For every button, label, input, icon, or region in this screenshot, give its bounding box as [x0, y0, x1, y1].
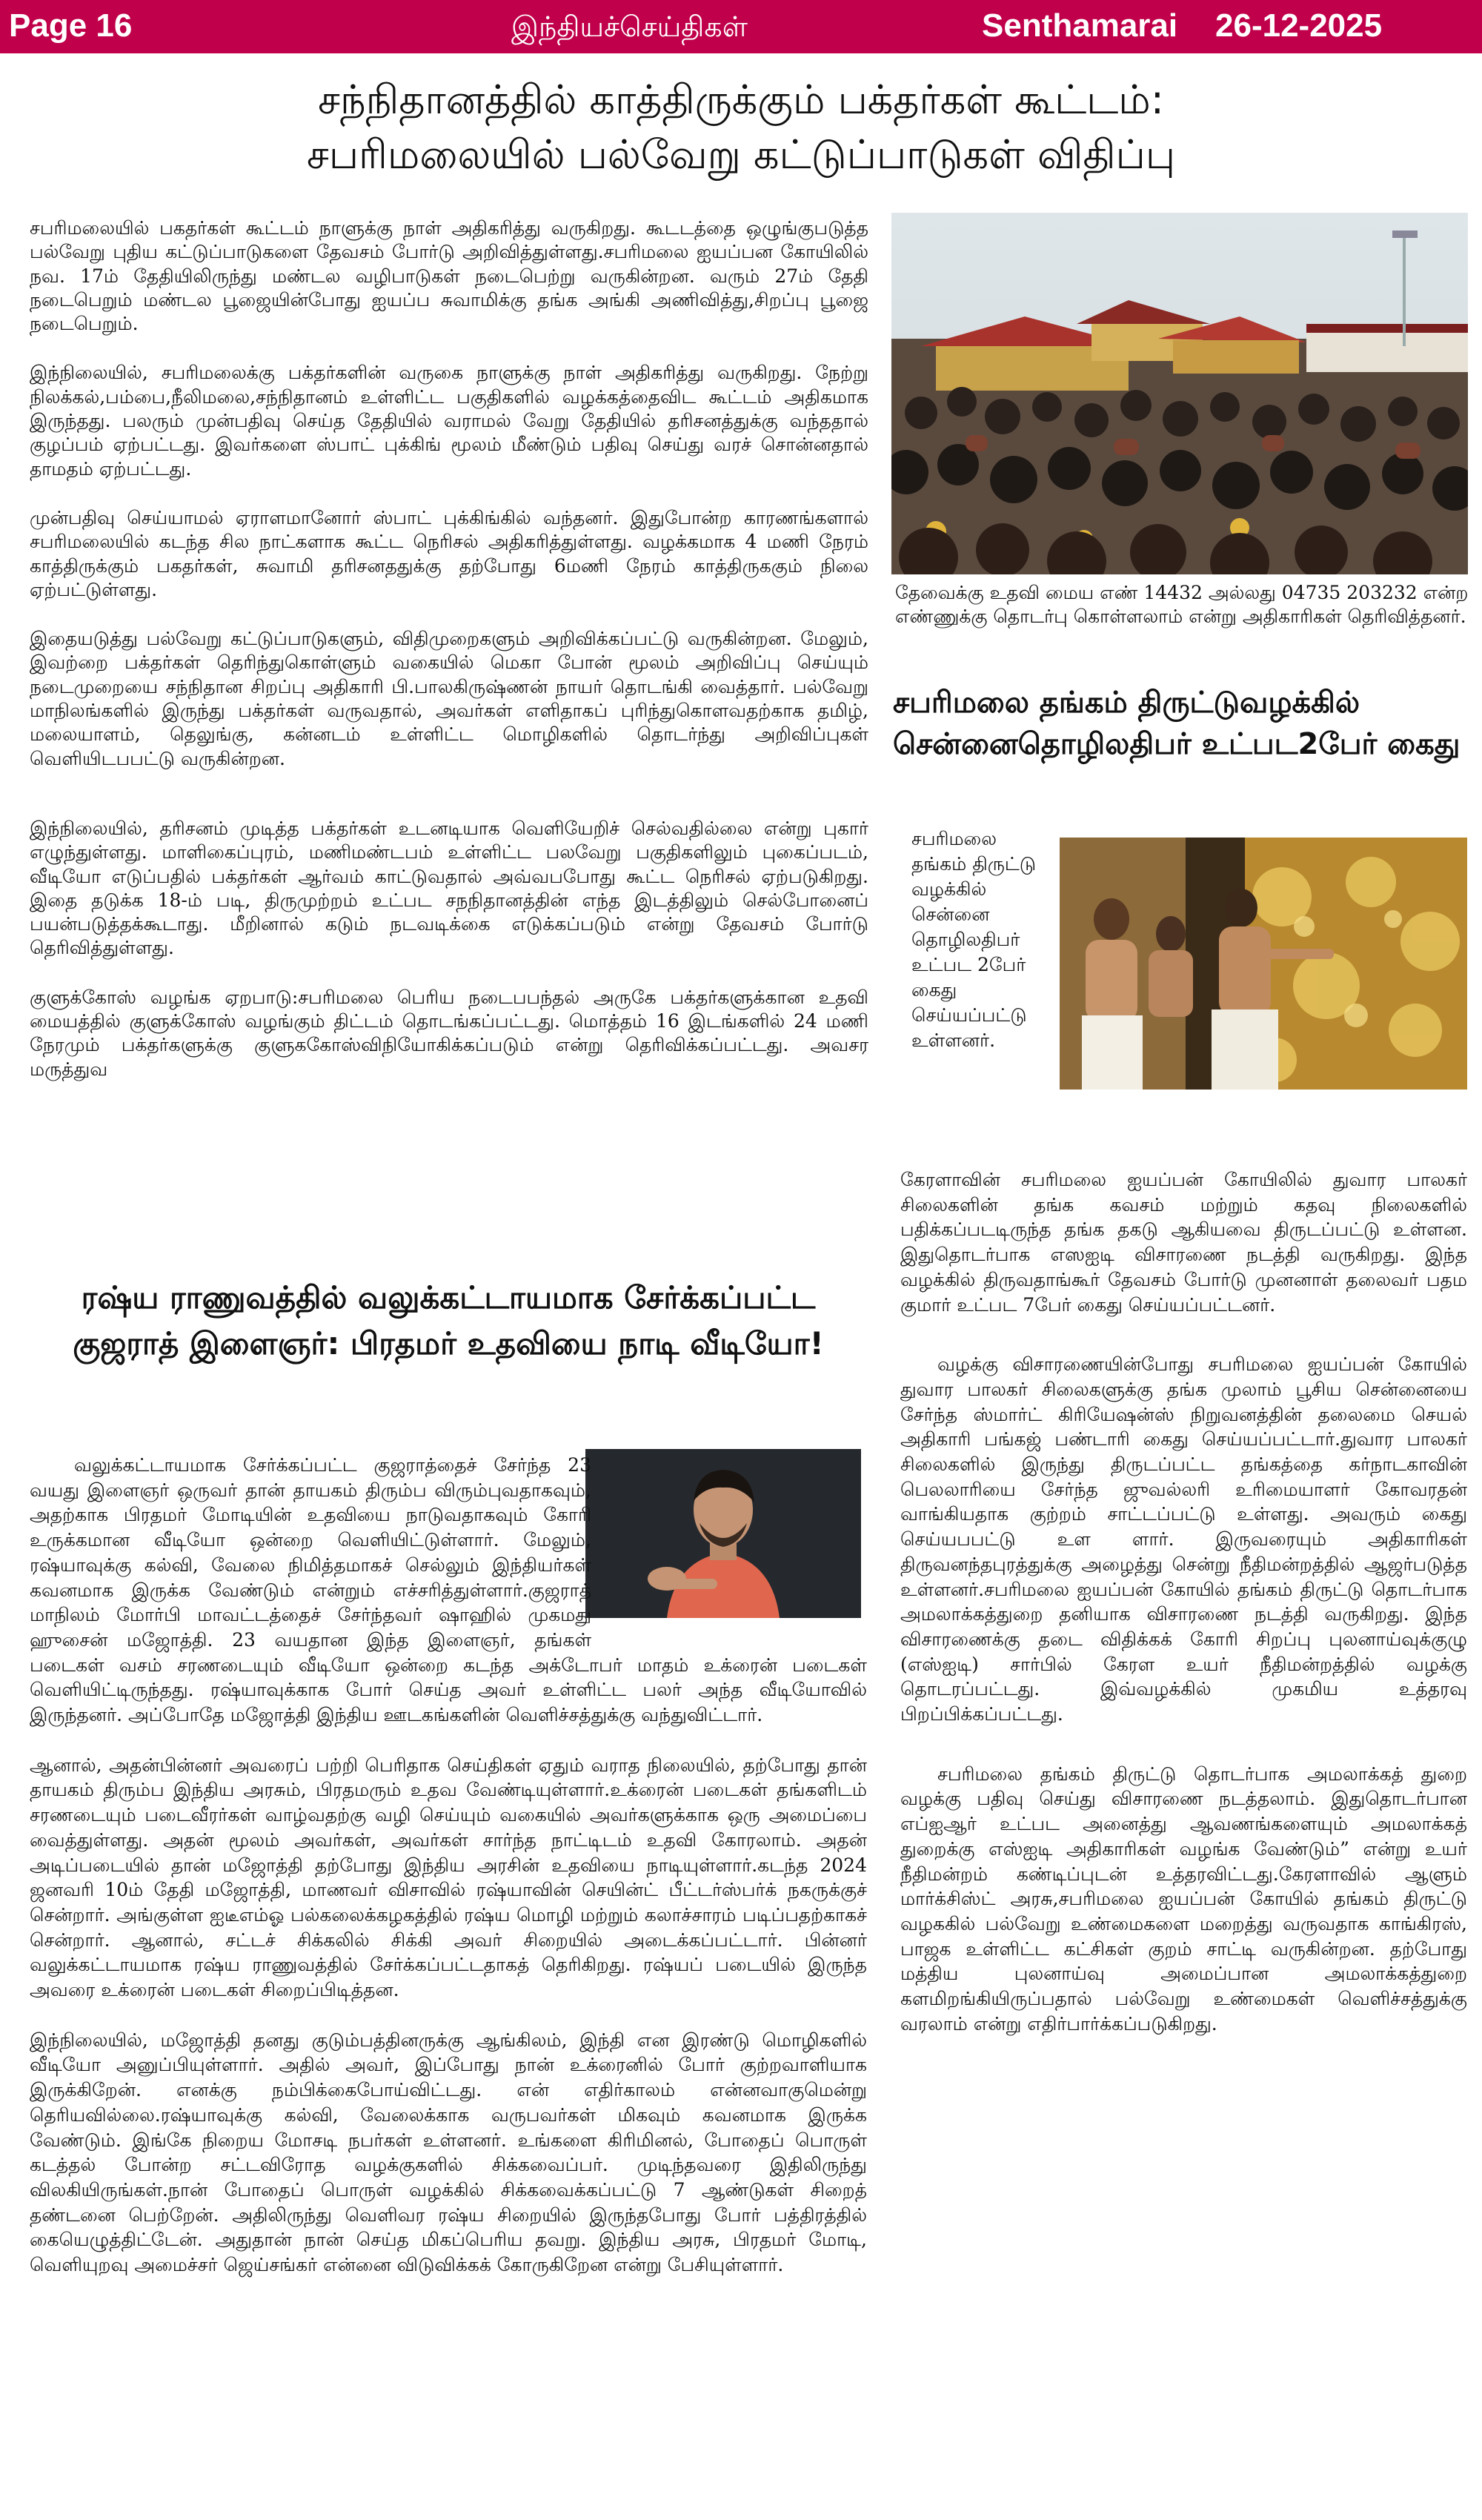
story3-intro [911, 826, 1041, 1053]
story1-body [30, 216, 868, 1081]
story2-paragraph: ஆனால், அதன்பின்னர் அவரைப் பற்றி பெரிதாக செய்திகள் ஏதும் வராத நிலையில், தற்போது தான் தாயகம் திரும்ப இந்திய அரசும், பிரதமரும் உதவ வேண்டியுள்ளார்.உக்ரைன் படைகள் தங்களிடம் சரணடையும் படைவீரர்கள் வாழ்வதற்கு வழி செய்யும் வகையில் அவர்களுக்காக ஒரு அமைப்பை வைத்துள்ளது. அதன் மூலம் அவர்கள், அவர்கள் சார்ந்த நாட்டிடம் உதவி கோரலாம். அதன் அடிப்படையில் தான் மஜோத்தி தற்போது இந்திய அரசின் உதவியை நாடியுள்ளார்.கடந்த 2024 ஜனவரி 10ம் தேதி மஜோத்தி, மாணவர் விசாவில் ரஷ்யாவின் செயின்ட் பீட்டர்ஸ்பர்க் நகருக்குச் சென்றார். அங்குள்ள ஐடீஎம்ஓ பல்கலைக்கழகத்தில் ரஷ்ய மொழி மற்றும் கலாச்சாரம் படிப்பதற்காகச் சென்றார். ஆனால், சட்டச் சிக்கலில் சிக்கி அவர் சிறையில் அடைக்கப்பட்டார். பின்னர் வலுக்கட்டாயமாக ரஷ்ய ராணுவத்தில் சேர்க்கப்பட்டதாகத் தெரிகிறது. ரஷ்யப் படையில் இருந்த அவரை உக்ரைன் படைகள் சிறைப்பிடித்தன. [30, 1754, 867, 2001]
story1-paragraph: இந்நிலையில், தரிசனம் முடித்த பக்தர்கள் உடனடியாக வெளியேறிச் செல்வதில்லை என்று புகார் எழுந்துள்ளது. மாளிகைப்புரம், மணிமண்டபம் உள்ளிட்ட பலவேறு பகுதிகளிலும் புகைப்படம், வீடியோ எடுப்பதில் பக்தர்கள் ஆர்வம் காட்டுவதால் அவ்வபபோது கூட்ட நெரிசல் ஏற்படுகிறது. இதை தடுக்க 18-ம் படி, திருமுற்றம் உட்பட சநநிதானத்தின் எந்த இடத்திலும் செல்போனைப் பயன்படுத்தக்கூடாது. மீறினால் கடும் நடவடிக்கை எடுக்கப்படும் என்று தேவசம் போர்டு தெரிவித்துள்ளது. [30, 817, 868, 959]
story2-headline [30, 1275, 867, 1367]
story3-headline-line2: சென்னைதொழிலதிபர் உட்பட2பேர் கைது [893, 727, 1461, 761]
story2-headline-line2: குஜராத் இளைஞர்: பிரதமர் உதவியை நாடி வீடியோ! [73, 1325, 824, 1362]
section-name: இந்தியச்செய்திகள் [511, 10, 748, 43]
newspaper-name: Senthamarai [982, 7, 1178, 44]
page-number: Page 16 [9, 7, 133, 44]
issue-date: 26-12-2025 [1215, 7, 1383, 44]
story2-paragraph: இந்நிலையில், மஜோத்தி தனது குடும்பத்தினருக்கு ஆங்கிலம், இந்தி என இரண்டு மொழிகளில் வீடியோ அனுப்பியுள்ளார். அதில் அவர், இப்போது நான் உக்ரைனில் போர் குற்றவாளியாக இருக்கிறேன். எனக்கு நம்பிக்கைபோய்விட்டது. என் எதிர்காலம் என்னவாகுமென்று தெரியவில்லை.ரஷ்யாவுக்கு கல்வி, வேலைக்காக வருபவர்கள் மிகவும் கவனமாக இருக்க வேண்டும். இங்கே நிறைய மோசடி நபர்கள் உள்ளனர். உங்களை கிரிமினல், போதைப் பொருள் கடத்தல் போன்ற சட்டவிரோத வழக்குகளில் சிக்கவைப்பர். முடிந்தவரை இதிலிருந்து விலகியிருங்கள்.நான் போதைப் பொருள் வழக்கில் சிக்கவைக்கப்பட்டு 7 ஆண்டுகள் சிறைத் தண்டனை பெற்றேன். அதிலிருந்து வெளிவர ரஷ்ய சிறையில் இருந்தபோது போர் பத்திரத்தில் கையெழுத்திட்டேன். அதுதான் நான் செய்த மிகப்பெரிய தவறு. இந்திய அரசு, பிரதமர் மோடி, வெளியுறவு அமைச்சர் ஜெய்சங்கர் என்னை விடுவிக்கக் கோருகிறேன என்று பேசியுள்ளார். [30, 2029, 867, 2276]
story3-intro-text: சபரிமலை தங்கம் திருட்டு வழக்கில் சென்னை தொழிலதிபர் உட்பட 2பேர் கைது செய்யப்பட்டு உள்ளனர். [911, 828, 1037, 1051]
main-headline-line2: சபரிமலையில் பல்வேறு கட்டுப்பாடுகள் விதிப்பு [306, 131, 1176, 178]
story1-paragraph: குளுக்கோஸ் வழங்க ஏறபாடு:சபரிமலை பெரிய நடைபபந்தல் அருகே பக்தர்களுக்கான உதவி மையத்தில் குளுக்கோஸ் வழங்கும் திட்டம் தொடங்கப்பட்டது. மொத்தம் 16 இடங்களில் 24 மணி நேரமும் பக்தர்களுக்கு குளுககோஸ்விநியோகிக்கப்படும் என்று தெரிவிக்கப்பட்டது. அவசர மருத்துவ [30, 986, 868, 1080]
helpline-caption [895, 581, 1470, 629]
story3-paragraph: வழக்கு விசாரணையின்போது சபரிமலை ஐயப்பன் கோயில் துவார பாலகர் சிலைகளுக்கு தங்க முலாம் பூசிய சென்னையை சேர்ந்த ஸ்மார்ட் கிரியேஷன்ஸ் நிறுவனத்தின் தலைமை செயல் அதிகாரி பங்கஜ் பண்டாரி கைது செய்யப்பட்டார்.துவார பாலகர் சிலைகளில் இருந்து திருடப்பட்ட தங்கத்தை கர்நாடகாவின் பெலலாரியை சேர்ந்த ஜுவல்லரி உரிமையாளர் கோவரதன் வாங்கியதாக குற்றம் சாட்டப்பட்டு உள்ளது. அவரும் கைது செய்யபபட்டு உள ளார். இருவரையும் அதிகாரிகள் திருவனந்தபுரத்துக்கு அழைத்து சென்று நீதிமன்றத்தில் ஆஜர்படுத்த உள்ளனர்.சபரிமலை ஐயப்பன் கோயில் தங்கம் திருட்டு தொடர்பாக அமலாக்கத்துறை தனியாக விசாரணை நடத்தி வருகிறது. இந்த விசாரணைக்கு தடை விதிக்கக் கோரி சிறப்பு புலனாய்வுக்குழு (எஸ்ஐடி) சார்பில் கேரள உயர் நீதிமன்றத்தில் வழக்கு தொடரப்பட்டது. இவ்வழக்கில் முகமிய உத்தரவு பிறப்பிக்கப்பட்டது. [900, 1353, 1467, 1725]
story1-paragraph: இந்நிலையில், சபரிமலைக்கு பக்தர்களின் வருகை நாளுக்கு நாள் அதிகரித்து வருகிறது. நேற்று நிலக்கல்,பம்பை,நீலிமலை,சந்நிதானம் உள்ளிட்ட பகுதிகளில் வழக்கத்தைவிட கூட்டம் அதிகமாக இருந்தது. பலரும் முன்பதிவு செய்த தேதியில் வராமல் வேறு தேதியில் தரிசனத்துக்கு வந்ததால் குழப்பம் ஏற்பட்டது. இவர்களை ஸ்பாட் புக்கிங் மூலம் மீண்டும் பதிவு செய்து வரச் சொன்னதால் தாமதம் ஏற்பட்டது. [30, 362, 868, 480]
story3-headline [893, 682, 1471, 765]
main-headline-line1: சந்நிதானத்தில் காத்திருக்கும் பக்தர்கள் கூட்டம்: [318, 76, 1164, 123]
main-headline [0, 73, 1482, 182]
helpline-caption-text: தேவைக்கு உதவி மைய எண் 14432 அல்லது 04735 203232 என்ற எண்ணுக்கு தொடர்பு கொள்ளலாம் என்று அதிகாரிகள் தெரிவித்தனர். [895, 582, 1469, 627]
story2-headline-line1: ரஷ்ய ராணுவத்தில் வலுக்கட்டாயமாக சேர்க்கப்பட்ட [81, 1279, 816, 1316]
sabarimala-crowd-photo [891, 213, 1468, 574]
story3-body [900, 1167, 1467, 2037]
story3-headline-line1: சபரிமலை தங்கம் திருட்டுவழக்கில் [893, 686, 1360, 720]
story2-body [30, 1453, 867, 2278]
page-header [0, 0, 1482, 53]
story1-paragraph: இதையடுத்து பல்வேறு கட்டுப்பாடுகளும், விதிமுறைகளும் அறிவிக்கப்பட்டு வருகின்றன. மேலும், இவற்றை பக்தர்கள் தெரிந்துகொள்ளும் வகையில் மெகா போன் மூலம் அறிவிப்பு செய்யும் நடைமுறையை சந்நிதான சிறப்பு அதிகாரி பி.பாலகிருஷ்ணன் நாயர் தொடங்கி வைத்தார். பல்வேறு மாநிலங்களில் இருந்து பக்தர்கள் வருவதால், அவர்கள் எளிதாகப் புரிந்துகொளவதற்காக தமிழ், மலையாளம், தெலுங்கு, கன்னடம் உள்ளிட்ட மொழிகளில் தொடர்ந்து அறிவிப்புகள் வெளியிடபபட்டு வருகின்றன. [30, 628, 868, 769]
story3-paragraph: கேரளாவின் சபரிமலை ஐயப்பன் கோயிலில் துவார பாலகர் சிலைகளின் தங்க கவசம் மற்றும் கதவு நிலைகளில் பதிக்கப்படடிருந்த தங்க தகடு ஆகியவை திருடப்பட்டு உள்ளன. இதுதொடர்பாக எஸஐடி விசாரணை நடத்தி வருகிறது. இந்த வழக்கில் திருவதாங்கூர் தேவசம் போர்டு முனனாள் தலைவர் பதம குமார் உட்பட 7பேர் கைது செய்யப்பட்டனர். [900, 1169, 1467, 1316]
story1-paragraph: சபரிமலையில் பகதர்கள் கூட்டம் நாளுக்கு நாள் அதிகரித்து வருகிறது. கூடடத்தை ஒழுங்குபடுத்த பல்வேறு புதிய கட்டுப்பாடுகளை தேவசம் போர்டு அறிவித்துள்ளது.சபரிமலை ஐயப்பன கோயிலில் நவ. 17ம் தேதியிலிருந்து மண்டல வழிபாடுகள் நடைபெற்று வருகின்றன. வரும் 27ம் தேதி நடைபெறும் மண்டல பூஜையின்போது ஐயப்ப சுவாமிக்கு தங்க அங்கி அணிவித்து,சிறப்பு பூஜை நடைபெறும். [30, 217, 868, 335]
sabarimala-shrine-photo [1060, 838, 1467, 1090]
story2-paragraph: வலுக்கட்டாயமாக சேர்க்கப்பட்ட குஜராத்தைச் சேர்ந்த 23 வயது இளைஞர் ஒருவர் தான் தாயகம் திரும்ப விரும்புவதாகவும், அதற்காக பிரதமர் மோடியின் உதவியை நாடுவதாகவும் கோரி உருக்கமான வீடியோ ஒன்றை வெளியிட்டுள்ளார். மேலும், ரஷ்யாவுக்கு கல்வி, வேலை நிமித்தமாகச் செல்லும் இந்தியர்கள் கவனமாக இருக்க வேண்டும் என்றும் எச்சரித்துள்ளார்.குஜராத் மாநிலம் மோர்பி மாவட்டத்தைச் சேர்ந்தவர் ஷாஹில் முகமது ஹுசைன் மஜோத்தி. 23 வயதான இந்த இளைஞர், தங்கள் படைகள் வசம் சரணடையும் வீடியோ ஒன்றை கடந்த அக்டோபர் மாதம் உக்ரைன் படைகள் வெளியிட்டிருந்தது. ரஷ்யாவுக்காக போர் செய்த அவர் உள்ளிட்ட பலர் அந்த வீடியோவில் இருந்தனர். அப்போதே மஜோத்தி இந்திய ஊடகங்களின் வெளிச்சத்துக்கு வந்துவிட்டார். [30, 1454, 867, 1726]
story1-paragraph: முன்பதிவு செய்யாமல் ஏராளமானோர் ஸ்பாட் புக்கிங்கில் வந்தனர். இதுபோன்ற காரணங்களால் சபரிமலையில் கடந்த சில நாட்களாக கூட்ட நெரிசல் அதிகரித்துள்ளது. வழக்கமாக 4 மணி நேரம் காத்திருக்கும் பகதர்கள், சுவாமி தரிசனததுக்கு தற்போது 6மணி நேரம் காத்திருககும் நிலை ஏற்பட்டுள்ளது. [30, 506, 868, 600]
photo-wrap-spacer [591, 1453, 867, 1629]
story3-paragraph: சபரிமலை தங்கம் திருட்டு தொடர்பாக அமலாக்கத் துறை வழக்கு பதிவு செய்து விசாரணை நடத்தலாம். இதுதொடர்பான எப்ஐஆர் உட்பட அனைத்து ஆவணங்களையும் அமலாக்கத் துறைக்கு எஸ்ஐடி அதிகாரிகள் வழங்க வேண்டும்” என்று உயர் நீதிமன்றம் கண்டிப்புடன் உத்தரவிட்டது.கேரளாவில் ஆளும் மார்க்சிஸ்ட் அரசு,சபரிமலை ஐயப்பன் கோயில் தங்கம் திருட்டு வழககில் பல்வேறு உண்மைகளை மறைத்து வருவதாக காங்கிரஸ், பாஜக உள்ளிட்ட கட்சிகள் குறம் சாட்டி வருகின்றன. தற்போது மத்திய புலனாய்வு அமைப்பான அமலாக்கத்துறை களமிறங்கியிருப்பதால் பல்வேறு உண்மைகள் வெளிச்சத்துக்கு வரலாம் என்று எதிர்பார்க்கப்படுகிறது. [900, 1763, 1467, 2035]
